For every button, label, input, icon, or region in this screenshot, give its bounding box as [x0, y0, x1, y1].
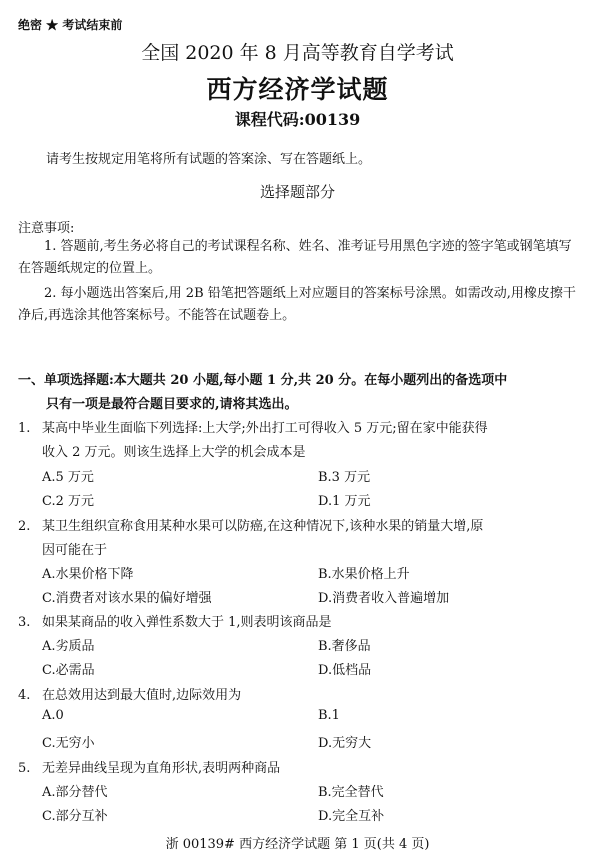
q3-option-d: D.低档品 [318, 663, 372, 678]
question-5 [18, 757, 280, 776]
question-text: 某卫生组织宣称食用某种水果可以防癌,在这种情况下,该种水果的销量大增,原 [42, 519, 484, 534]
q4-option-b: B.1 [318, 708, 340, 723]
question-1-cont: 收入 2 万元。则该生选择上大学的机会成本是 [42, 445, 306, 460]
q5-option-d: D.完全互补 [318, 809, 385, 824]
question-text: 无差异曲线呈现为直角形状,表明两种商品 [42, 761, 281, 776]
q4-option-a: A.0 [42, 708, 64, 723]
question-number: 5. [18, 761, 31, 776]
q4-option-c: C.无穷小 [42, 736, 95, 751]
question-text: 在总效用达到最大值时,边际效用为 [42, 688, 242, 703]
question-text: 某高中毕业生面临下列选择:上大学;外出打工可得收入 5 万元;留在家中能获得 [42, 421, 488, 436]
question-3 [18, 611, 332, 630]
attention-title: 注意事项: [18, 221, 75, 236]
q2-option-b: B.水果价格上升 [318, 567, 410, 582]
q3-option-c: C.必需品 [42, 663, 95, 678]
q5-option-b: B.完全替代 [318, 785, 384, 800]
question-2-cont: 因可能在于 [42, 543, 108, 558]
attention-item-2: 2. 每小题选出答案后,用 2B 铅笔把答题纸上对应题目的答案标号涂黑。如需改动,用橡皮擦干净后,再选涂其他答案标号。不能答在试题卷上。 [18, 286, 576, 323]
q5-option-c: C.部分互补 [42, 809, 108, 824]
q1-option-c: C.2 万元 [42, 494, 95, 509]
question-2 [18, 515, 483, 534]
q2-option-a: A.水果价格下降 [42, 567, 134, 582]
q5-option-a: A.部分替代 [42, 785, 108, 800]
q3-option-a: A.劣质品 [42, 639, 95, 654]
q2-option-c: C.消费者对该水果的偏好增强 [42, 591, 212, 606]
section-heading: 一、单项选择题:本大题共 20 小题,每小题 1 分,共 20 分。在每小题列出的备选项中 [18, 373, 508, 388]
question-number: 2. [18, 519, 31, 534]
q3-option-b: B.奢侈品 [318, 639, 371, 654]
subject-title: 西方经济学试题 [206, 75, 389, 104]
question-text: 如果某商品的收入弹性系数大于 1,则表明该商品是 [42, 615, 332, 630]
answer-notice: 请考生按规定用笔将所有试题的答案涂、写在答题纸上。 [46, 152, 372, 167]
part-title: 选择题部分 [259, 183, 335, 201]
exam-title: 全国 2020 年 8 月高等教育自学考试 [141, 42, 454, 64]
course-code: 课程代码:00139 [234, 110, 361, 129]
question-number: 4. [18, 688, 31, 703]
attention-item-1: 1. 答题前,考生务必将自己的考试课程名称、姓名、准考证号用黑色字迹的签字笔或钢笔填写在答题纸规定的位置上。 [18, 239, 572, 276]
question-number: 3. [18, 615, 31, 630]
question-4 [18, 684, 241, 703]
question-1 [18, 417, 488, 436]
q1-option-a: A.5 万元 [42, 470, 94, 485]
q4-option-d: D.无穷大 [318, 736, 372, 751]
confidential-label: 绝密 ★ 考试结束前 [18, 18, 123, 32]
q2-option-d: D.消费者收入普遍增加 [318, 591, 450, 606]
question-number: 1. [18, 421, 31, 436]
page-footer: 浙 00139# 西方经济学试题 第 1 页(共 4 页) [165, 837, 430, 852]
q1-option-b: B.3 万元 [318, 470, 371, 485]
section-heading-cont: 只有一项是最符合题目要求的,请将其选出。 [46, 397, 298, 412]
q1-option-d: D.1 万元 [318, 494, 371, 509]
